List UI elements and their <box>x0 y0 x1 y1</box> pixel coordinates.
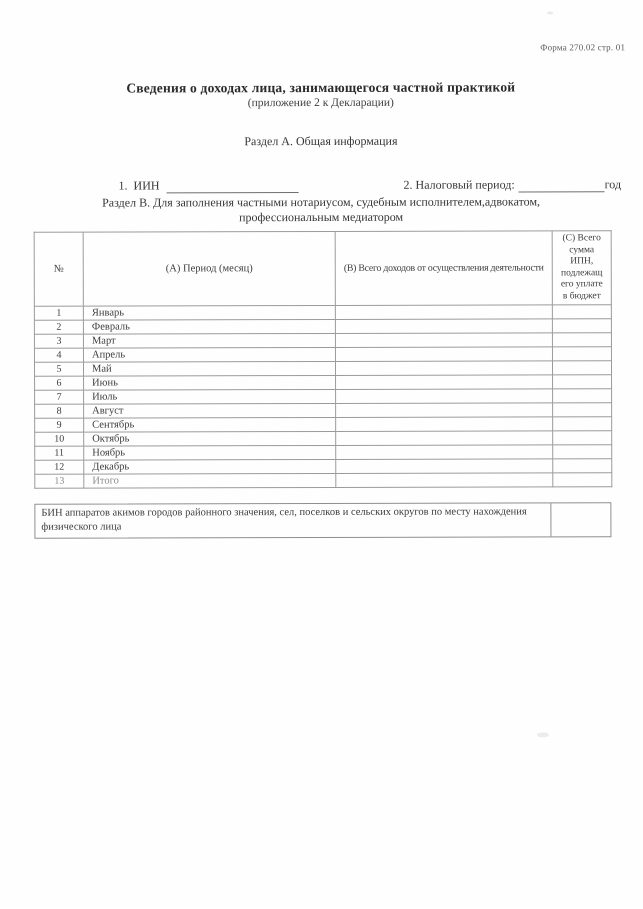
table-row <box>34 305 611 321</box>
ipn-value-cell <box>553 431 612 445</box>
total-label-cell: Итого <box>84 473 336 488</box>
table-row <box>35 459 612 475</box>
month-cell: Август <box>84 403 336 418</box>
month-cell: Сентябрь <box>84 417 336 432</box>
col-header-num: № <box>34 232 83 306</box>
row-num: 11 <box>35 446 84 460</box>
iin-label: 1. ИИН <box>118 178 160 193</box>
table-row <box>35 445 612 461</box>
ipn-value-cell <box>552 347 611 361</box>
tax-period-blank-line <box>519 179 605 192</box>
row-num: 8 <box>35 404 84 418</box>
month-cell: Октябрь <box>84 431 336 446</box>
section-a-fields <box>0 162 643 193</box>
tax-period-suffix: год <box>604 177 622 192</box>
row-num: 5 <box>34 362 83 376</box>
table-header-row <box>34 231 611 307</box>
table-row <box>34 347 611 363</box>
scan-artifact <box>547 11 553 14</box>
ipn-value-cell <box>553 417 612 431</box>
income-value-cell <box>335 347 552 362</box>
iin-blank-line <box>167 180 299 193</box>
month-cell: Март <box>83 333 335 348</box>
scan-artifact <box>537 732 549 737</box>
income-value-cell <box>335 319 552 334</box>
section-a-heading: Раздел А. Общая информация <box>244 133 398 149</box>
month-cell: Июнь <box>84 375 336 390</box>
row-num: 9 <box>35 418 84 432</box>
ipn-value-cell <box>553 389 612 403</box>
month-cell: Май <box>83 361 335 376</box>
table-row-total <box>35 473 612 489</box>
row-num: 12 <box>35 460 84 474</box>
col-header-income: (В) Всего доходов от осуществления деятельности <box>335 231 552 306</box>
row-num: 13 <box>35 474 84 488</box>
month-cell: Февраль <box>83 319 335 334</box>
ipn-value-cell <box>552 361 611 375</box>
ipn-value-cell <box>552 319 611 333</box>
bin-label: БИН аппаратов акимов городов районного значения, сел, поселков и сельских округов по месту нахождения физического лица <box>35 503 551 537</box>
ipn-value-cell <box>552 305 611 319</box>
income-value-cell <box>335 333 552 348</box>
income-value-cell <box>336 403 553 418</box>
ipn-value-cell <box>552 333 611 347</box>
page-title: Сведения о доходах лица, занимающегося частной практикой <box>126 79 516 96</box>
bin-footer-row <box>34 502 611 539</box>
form-code: Форма 270.02 стр. 01 <box>540 42 626 53</box>
income-table <box>34 230 613 489</box>
tax-period-label: 2. Налоговый период: <box>403 177 515 192</box>
ipn-value-cell <box>553 445 612 459</box>
page-subtitle: (приложение 2 к Декларации) <box>247 96 394 110</box>
ipn-value-cell <box>553 375 612 389</box>
row-num: 1 <box>34 306 83 320</box>
income-value-cell <box>336 431 553 446</box>
row-num: 6 <box>35 376 84 390</box>
month-cell: Июль <box>84 389 336 404</box>
section-b-heading: Раздел В. Для заполнения частными нотариусом, судебным исполнителем,адвокатом, профессиональным медиатором <box>102 194 541 224</box>
col-header-ipn: (С) Всего сумма ИПН, подлежащ его уплате в бюджет <box>552 231 611 305</box>
row-num: 2 <box>34 320 83 334</box>
month-cell: Ноябрь <box>84 445 336 460</box>
income-value-cell <box>336 473 553 488</box>
table-row <box>34 319 611 335</box>
row-num: 10 <box>35 432 84 446</box>
income-value-cell <box>336 389 553 404</box>
row-num: 4 <box>34 348 83 362</box>
ipn-value-cell <box>553 403 612 417</box>
income-value-cell <box>336 445 553 460</box>
income-value-cell <box>336 375 553 390</box>
row-num: 7 <box>35 390 84 404</box>
income-value-cell <box>335 361 552 376</box>
table-row <box>34 333 611 349</box>
income-value-cell <box>336 417 553 432</box>
table-row <box>35 403 612 419</box>
month-cell: Декабрь <box>84 459 336 474</box>
income-value-cell <box>335 305 552 320</box>
table-row <box>35 417 612 433</box>
ipn-value-cell <box>553 459 612 473</box>
table-row <box>35 389 612 405</box>
table-row <box>34 361 611 377</box>
ipn-value-cell <box>553 473 612 487</box>
income-value-cell <box>336 459 553 474</box>
month-cell: Апрель <box>83 347 335 362</box>
col-header-period: (А) Период (месяц) <box>83 231 335 306</box>
bin-value-cell <box>551 503 610 536</box>
row-num: 3 <box>34 334 83 348</box>
table-row <box>35 431 612 447</box>
month-cell: Январь <box>83 305 335 320</box>
table-row <box>35 375 612 391</box>
